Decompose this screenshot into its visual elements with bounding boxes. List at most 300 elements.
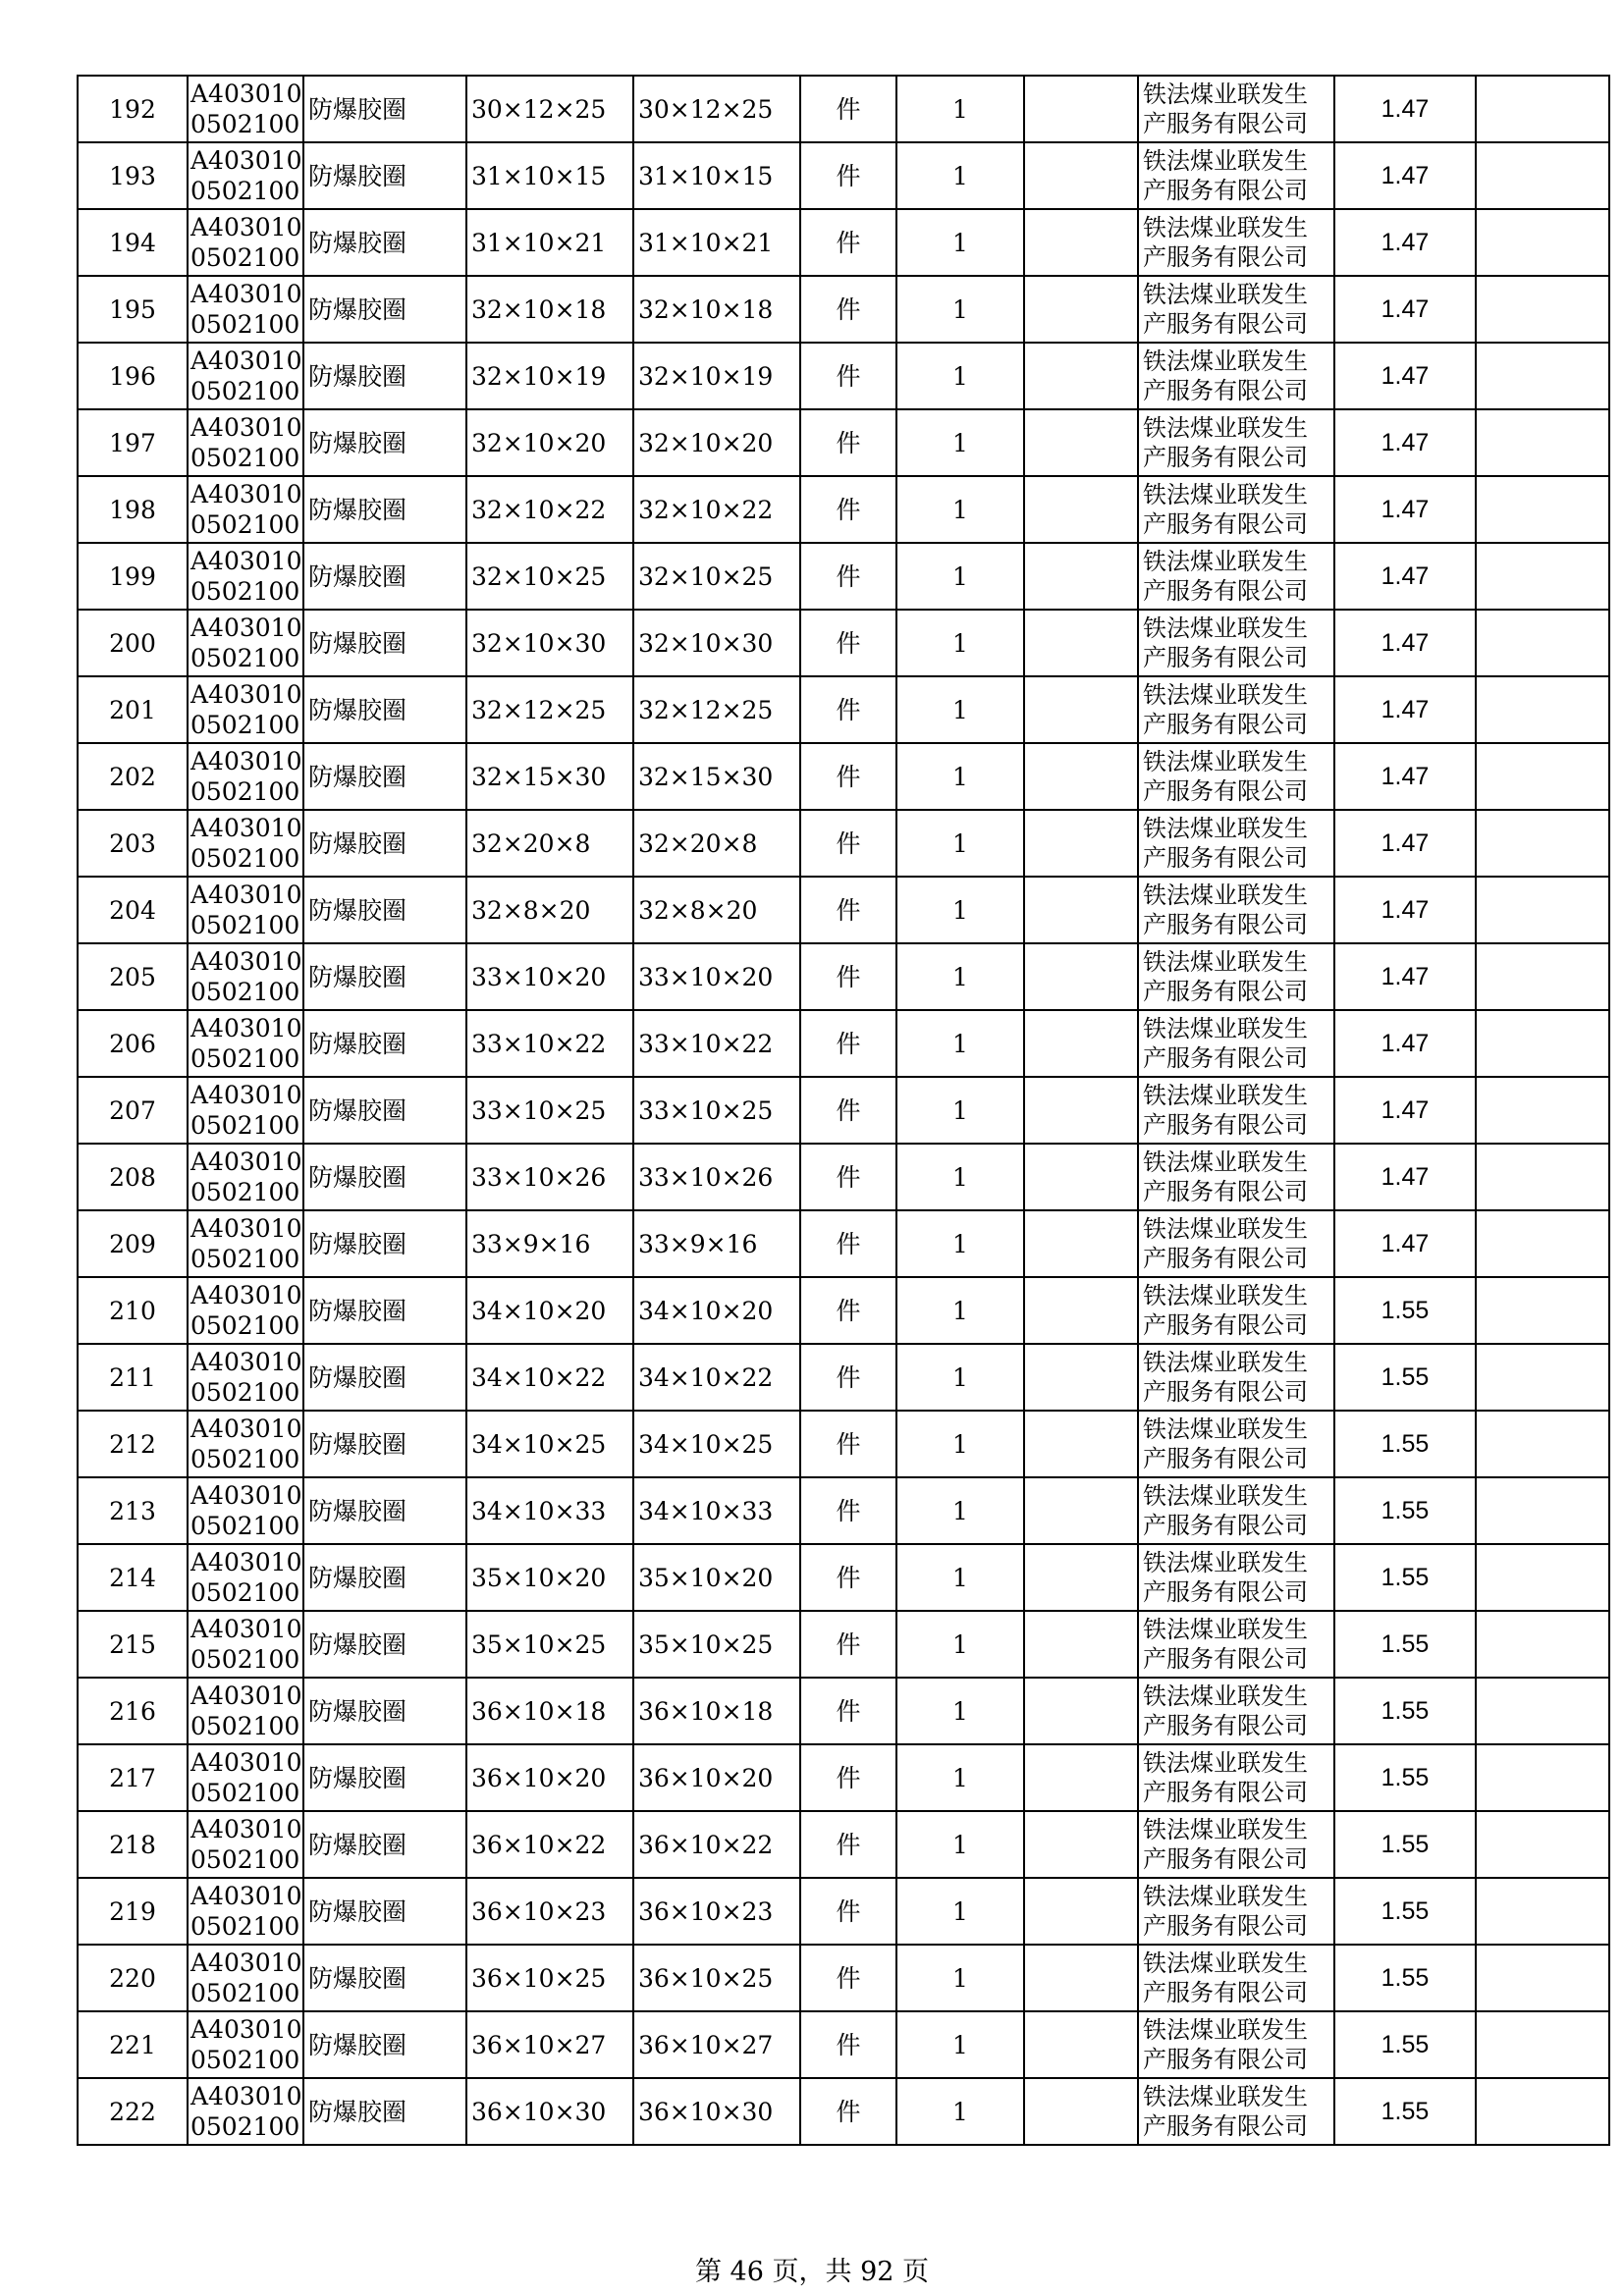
quantity-cell: 1 — [896, 743, 1024, 810]
material-code-cell-line: A403010 — [190, 947, 302, 976]
blank-cell — [1024, 409, 1138, 476]
specification-cell: 36×10×18 — [466, 1678, 633, 1744]
model-cell: 31×10×21 — [633, 209, 800, 276]
material-code-cell-line: 0502100 — [190, 2112, 300, 2141]
quantity-cell: 1 — [896, 2078, 1024, 2145]
supplier-cell-line: 产服务有限公司 — [1143, 1178, 1308, 1205]
material-name-cell: 防爆胶圈 — [303, 610, 466, 676]
model-cell: 33×10×26 — [633, 1144, 800, 1210]
remark-cell — [1476, 1477, 1609, 1544]
model-cell: 36×10×18 — [633, 1678, 800, 1744]
supplier-cell — [1138, 676, 1334, 743]
supplier-cell-line: 铁法煤业联发生 — [1143, 1282, 1308, 1309]
table-row — [78, 1344, 1609, 1411]
row-number-cell: 207 — [78, 1077, 188, 1144]
price-cell: 1.47 — [1334, 610, 1476, 676]
material-code-cell — [188, 877, 303, 943]
material-code-cell-line: 0502100 — [190, 1378, 300, 1407]
price-cell: 1.47 — [1334, 1144, 1476, 1210]
row-number-cell: 202 — [78, 743, 188, 810]
specification-cell: 36×10×23 — [466, 1878, 633, 1945]
row-number-cell: 208 — [78, 1144, 188, 1210]
material-name-cell: 防爆胶圈 — [303, 209, 466, 276]
material-code-cell-line: A403010 — [190, 1481, 302, 1510]
blank-cell — [1024, 343, 1138, 409]
material-code-cell-line: A403010 — [190, 1214, 302, 1243]
unit-cell: 件 — [800, 1878, 896, 1945]
supplier-cell-line: 铁法煤业联发生 — [1143, 1749, 1308, 1777]
material-code-cell — [188, 276, 303, 343]
remark-cell — [1476, 1611, 1609, 1678]
unit-cell: 件 — [800, 810, 896, 877]
model-cell: 32×8×20 — [633, 877, 800, 943]
supplier-cell-line: 铁法煤业联发生 — [1143, 1949, 1308, 1977]
supplier-cell-line: 产服务有限公司 — [1143, 444, 1308, 471]
row-number-cell: 205 — [78, 943, 188, 1010]
supplier-cell — [1138, 743, 1334, 810]
supplier-cell-line: 产服务有限公司 — [1143, 377, 1308, 404]
material-name-cell: 防爆胶圈 — [303, 1544, 466, 1611]
table-row — [78, 1477, 1609, 1544]
table-row — [78, 209, 1609, 276]
supplier-cell-line: 产服务有限公司 — [1143, 1245, 1308, 1272]
row-number-cell: 210 — [78, 1277, 188, 1344]
material-code-cell — [188, 810, 303, 877]
supplier-cell-line: 产服务有限公司 — [1143, 2112, 1308, 2140]
blank-cell — [1024, 142, 1138, 209]
supplier-cell — [1138, 276, 1334, 343]
price-cell: 1.47 — [1334, 276, 1476, 343]
supplier-cell-line: 铁法煤业联发生 — [1143, 1549, 1308, 1576]
material-code-cell — [188, 1477, 303, 1544]
material-code-cell-line: A403010 — [190, 814, 302, 842]
quantity-cell: 1 — [896, 76, 1024, 142]
row-number-cell: 215 — [78, 1611, 188, 1678]
row-number-cell: 218 — [78, 1811, 188, 1878]
model-cell: 36×10×20 — [633, 1744, 800, 1811]
specification-cell: 33×9×16 — [466, 1210, 633, 1277]
supplier-cell — [1138, 877, 1334, 943]
specification-cell: 32×10×19 — [466, 343, 633, 409]
quantity-cell: 1 — [896, 409, 1024, 476]
material-name-cell: 防爆胶圈 — [303, 1277, 466, 1344]
model-cell: 32×10×20 — [633, 409, 800, 476]
quantity-cell: 1 — [896, 1010, 1024, 1077]
blank-cell — [1024, 276, 1138, 343]
material-name-cell: 防爆胶圈 — [303, 2011, 466, 2078]
material-name-cell: 防爆胶圈 — [303, 1611, 466, 1678]
row-number-cell: 200 — [78, 610, 188, 676]
supplier-cell — [1138, 1477, 1334, 1544]
model-cell: 36×10×30 — [633, 2078, 800, 2145]
price-cell: 1.47 — [1334, 810, 1476, 877]
specification-cell: 34×10×22 — [466, 1344, 633, 1411]
row-number-cell: 197 — [78, 409, 188, 476]
material-code-cell-line: A403010 — [190, 1615, 302, 1643]
supplier-cell-line: 铁法煤业联发生 — [1143, 548, 1308, 575]
supplier-cell-line: 产服务有限公司 — [1143, 1779, 1308, 1806]
table-row — [78, 1277, 1609, 1344]
supplier-cell-line: 产服务有限公司 — [1143, 510, 1308, 538]
material-code-cell-line: 0502100 — [190, 1111, 300, 1140]
material-code-cell-line: 0502100 — [190, 1445, 300, 1473]
specification-cell: 35×10×25 — [466, 1611, 633, 1678]
supplier-cell — [1138, 1344, 1334, 1411]
remark-cell — [1476, 1411, 1609, 1477]
unit-cell: 件 — [800, 1210, 896, 1277]
table-row — [78, 409, 1609, 476]
unit-cell: 件 — [800, 1611, 896, 1678]
specification-cell: 32×10×30 — [466, 610, 633, 676]
material-code-cell — [188, 1077, 303, 1144]
specification-cell: 31×10×21 — [466, 209, 633, 276]
supplier-cell-line: 铁法煤业联发生 — [1143, 1215, 1308, 1243]
supplier-cell-line: 铁法煤业联发生 — [1143, 281, 1308, 308]
table-row — [78, 1945, 1609, 2011]
supplier-cell — [1138, 476, 1334, 543]
material-code-cell-line: 0502100 — [190, 1845, 300, 1874]
supplier-cell-line: 产服务有限公司 — [1143, 310, 1308, 338]
supplier-cell — [1138, 1210, 1334, 1277]
material-code-cell-line: A403010 — [190, 480, 302, 508]
unit-cell: 件 — [800, 1144, 896, 1210]
material-code-cell-line: 0502100 — [190, 1912, 300, 1941]
material-code-cell — [188, 1611, 303, 1678]
remark-cell — [1476, 2078, 1609, 2145]
material-code-cell-line: A403010 — [190, 413, 302, 442]
material-code-cell-line: 0502100 — [190, 844, 300, 873]
model-cell: 34×10×33 — [633, 1477, 800, 1544]
supplier-cell — [1138, 409, 1334, 476]
supplier-cell — [1138, 1544, 1334, 1611]
row-number-cell: 213 — [78, 1477, 188, 1544]
material-code-cell — [188, 1144, 303, 1210]
price-cell: 1.47 — [1334, 409, 1476, 476]
specification-cell: 32×10×20 — [466, 409, 633, 476]
supplier-cell — [1138, 943, 1334, 1010]
specification-cell: 33×10×26 — [466, 1144, 633, 1210]
remark-cell — [1476, 2011, 1609, 2078]
material-code-cell — [188, 2011, 303, 2078]
material-code-cell-line: A403010 — [190, 1348, 302, 1376]
supplier-cell-line: 铁法煤业联发生 — [1143, 347, 1308, 375]
price-cell: 1.55 — [1334, 1811, 1476, 1878]
supplier-cell-line: 产服务有限公司 — [1143, 1311, 1308, 1339]
material-code-cell-line: A403010 — [190, 1682, 302, 1710]
model-cell: 32×10×22 — [633, 476, 800, 543]
supplier-cell-line: 产服务有限公司 — [1143, 1578, 1308, 1606]
remark-cell — [1476, 409, 1609, 476]
material-code-cell — [188, 543, 303, 610]
table-row — [78, 1811, 1609, 1878]
model-cell: 30×12×25 — [633, 76, 800, 142]
material-code-cell-line: 0502100 — [190, 1245, 300, 1273]
supplier-cell-line: 铁法煤业联发生 — [1143, 147, 1308, 175]
row-number-cell: 198 — [78, 476, 188, 543]
material-code-cell — [188, 1878, 303, 1945]
supplier-cell-line: 产服务有限公司 — [1143, 1979, 1308, 2006]
price-cell: 1.47 — [1334, 543, 1476, 610]
material-code-cell — [188, 1277, 303, 1344]
table-row — [78, 810, 1609, 877]
material-name-cell: 防爆胶圈 — [303, 1144, 466, 1210]
model-cell: 34×10×22 — [633, 1344, 800, 1411]
remark-cell — [1476, 943, 1609, 1010]
remark-cell — [1476, 1811, 1609, 1878]
material-code-cell-line: A403010 — [190, 680, 302, 709]
row-number-cell: 196 — [78, 343, 188, 409]
specification-cell: 30×12×25 — [466, 76, 633, 142]
row-number-cell: 193 — [78, 142, 188, 209]
specification-cell: 32×8×20 — [466, 877, 633, 943]
unit-cell: 件 — [800, 543, 896, 610]
quantity-cell: 1 — [896, 1678, 1024, 1744]
blank-cell — [1024, 1144, 1138, 1210]
supplier-cell — [1138, 543, 1334, 610]
unit-cell: 件 — [800, 1744, 896, 1811]
remark-cell — [1476, 1344, 1609, 1411]
quantity-cell: 1 — [896, 610, 1024, 676]
material-code-cell — [188, 1344, 303, 1411]
price-table — [77, 75, 1610, 2146]
specification-cell: 34×10×25 — [466, 1411, 633, 1477]
material-code-cell — [188, 676, 303, 743]
table-row — [78, 1878, 1609, 1945]
price-cell: 1.47 — [1334, 877, 1476, 943]
quantity-cell: 1 — [896, 2011, 1024, 2078]
table-row — [78, 1611, 1609, 1678]
material-code-cell-line: 0502100 — [190, 177, 300, 205]
supplier-cell-line: 铁法煤业联发生 — [1143, 681, 1308, 709]
supplier-cell-line: 产服务有限公司 — [1143, 1845, 1308, 1873]
material-code-cell-line: A403010 — [190, 614, 302, 642]
supplier-cell-line: 产服务有限公司 — [1143, 1378, 1308, 1406]
material-code-cell — [188, 1678, 303, 1744]
price-cell: 1.55 — [1334, 1344, 1476, 1411]
price-cell: 1.55 — [1334, 1611, 1476, 1678]
material-code-cell-line: 0502100 — [190, 911, 300, 939]
remark-cell — [1476, 543, 1609, 610]
model-cell: 34×10×20 — [633, 1277, 800, 1344]
material-name-cell: 防爆胶圈 — [303, 1811, 466, 1878]
specification-cell: 35×10×20 — [466, 1544, 633, 1611]
material-code-cell-line: A403010 — [190, 1281, 302, 1309]
material-code-cell-line: A403010 — [190, 2015, 302, 2044]
row-number-cell: 219 — [78, 1878, 188, 1945]
blank-cell — [1024, 476, 1138, 543]
remark-cell — [1476, 1744, 1609, 1811]
remark-cell — [1476, 1878, 1609, 1945]
material-code-cell-line: 0502100 — [190, 978, 300, 1006]
supplier-cell-line: 产服务有限公司 — [1143, 644, 1308, 671]
remark-cell — [1476, 1077, 1609, 1144]
supplier-cell-line: 铁法煤业联发生 — [1143, 1482, 1308, 1510]
model-cell: 33×10×20 — [633, 943, 800, 1010]
table-row — [78, 1077, 1609, 1144]
material-code-cell-line: 0502100 — [190, 1779, 300, 1807]
supplier-cell-line: 铁法煤业联发生 — [1143, 2083, 1308, 2110]
row-number-cell: 221 — [78, 2011, 188, 2078]
table-row — [78, 543, 1609, 610]
model-cell: 36×10×22 — [633, 1811, 800, 1878]
material-code-cell-line: 0502100 — [190, 1178, 300, 1206]
remark-cell — [1476, 610, 1609, 676]
material-code-cell-line: 0502100 — [190, 777, 300, 806]
supplier-cell-line: 铁法煤业联发生 — [1143, 1616, 1308, 1643]
supplier-cell-line: 产服务有限公司 — [1143, 177, 1308, 204]
quantity-cell: 1 — [896, 1344, 1024, 1411]
price-cell: 1.47 — [1334, 1210, 1476, 1277]
row-number-cell: 212 — [78, 1411, 188, 1477]
unit-cell: 件 — [800, 343, 896, 409]
material-code-cell — [188, 209, 303, 276]
blank-cell — [1024, 877, 1138, 943]
unit-cell: 件 — [800, 1277, 896, 1344]
quantity-cell: 1 — [896, 1544, 1024, 1611]
remark-cell — [1476, 1210, 1609, 1277]
blank-cell — [1024, 1010, 1138, 1077]
supplier-cell — [1138, 1077, 1334, 1144]
specification-cell: 32×20×8 — [466, 810, 633, 877]
material-code-cell-line: 0502100 — [190, 1645, 300, 1674]
supplier-cell-line: 产服务有限公司 — [1143, 978, 1308, 1005]
material-code-cell-line: 0502100 — [190, 711, 300, 739]
quantity-cell: 1 — [896, 877, 1024, 943]
blank-cell — [1024, 543, 1138, 610]
blank-cell — [1024, 1210, 1138, 1277]
supplier-cell — [1138, 1144, 1334, 1210]
unit-cell: 件 — [800, 1010, 896, 1077]
material-code-cell-line: A403010 — [190, 1815, 302, 1843]
model-cell: 32×10×19 — [633, 343, 800, 409]
specification-cell: 32×15×30 — [466, 743, 633, 810]
supplier-cell-line: 产服务有限公司 — [1143, 844, 1308, 872]
unit-cell: 件 — [800, 676, 896, 743]
supplier-cell-line: 产服务有限公司 — [1143, 1712, 1308, 1739]
material-code-cell-line: A403010 — [190, 347, 302, 375]
supplier-cell — [1138, 1744, 1334, 1811]
row-number-cell: 216 — [78, 1678, 188, 1744]
price-cell: 1.55 — [1334, 1744, 1476, 1811]
remark-cell — [1476, 676, 1609, 743]
material-code-cell-line: 0502100 — [190, 1044, 300, 1073]
price-cell: 1.55 — [1334, 1411, 1476, 1477]
material-code-cell — [188, 409, 303, 476]
supplier-cell-line: 铁法煤业联发生 — [1143, 815, 1308, 842]
remark-cell — [1476, 209, 1609, 276]
unit-cell: 件 — [800, 142, 896, 209]
quantity-cell: 1 — [896, 343, 1024, 409]
quantity-cell: 1 — [896, 1878, 1024, 1945]
material-name-cell: 防爆胶圈 — [303, 810, 466, 877]
table-row — [78, 943, 1609, 1010]
material-code-cell — [188, 1210, 303, 1277]
table-row — [78, 1210, 1609, 1277]
unit-cell: 件 — [800, 743, 896, 810]
material-code-cell-line: A403010 — [190, 146, 302, 175]
material-name-cell: 防爆胶圈 — [303, 276, 466, 343]
row-number-cell: 211 — [78, 1344, 188, 1411]
price-cell: 1.47 — [1334, 743, 1476, 810]
material-code-cell-line: A403010 — [190, 547, 302, 575]
quantity-cell: 1 — [896, 1811, 1024, 1878]
material-name-cell: 防爆胶圈 — [303, 543, 466, 610]
row-number-cell: 214 — [78, 1544, 188, 1611]
material-code-cell-line: 0502100 — [190, 1311, 300, 1340]
remark-cell — [1476, 810, 1609, 877]
price-cell: 1.47 — [1334, 1077, 1476, 1144]
material-code-cell-line: 0502100 — [190, 377, 300, 405]
material-code-cell-line: 0502100 — [190, 444, 300, 472]
quantity-cell: 1 — [896, 142, 1024, 209]
unit-cell: 件 — [800, 1678, 896, 1744]
supplier-cell-line: 产服务有限公司 — [1143, 243, 1308, 271]
table-row — [78, 476, 1609, 543]
supplier-cell-line: 产服务有限公司 — [1143, 711, 1308, 738]
supplier-cell — [1138, 1010, 1334, 1077]
blank-cell — [1024, 2011, 1138, 2078]
remark-cell — [1476, 76, 1609, 142]
specification-cell: 36×10×25 — [466, 1945, 633, 2011]
material-name-cell: 防爆胶圈 — [303, 1344, 466, 1411]
price-cell: 1.47 — [1334, 1010, 1476, 1077]
unit-cell: 件 — [800, 2078, 896, 2145]
price-cell: 1.55 — [1334, 1277, 1476, 1344]
supplier-cell-line: 产服务有限公司 — [1143, 110, 1308, 137]
supplier-cell-line: 铁法煤业联发生 — [1143, 1816, 1308, 1843]
quantity-cell: 1 — [896, 943, 1024, 1010]
specification-cell: 32×10×22 — [466, 476, 633, 543]
supplier-cell — [1138, 1945, 1334, 2011]
material-code-cell — [188, 76, 303, 142]
blank-cell — [1024, 1077, 1138, 1144]
material-name-cell: 防爆胶圈 — [303, 1411, 466, 1477]
unit-cell: 件 — [800, 1811, 896, 1878]
supplier-cell-line: 铁法煤业联发生 — [1143, 948, 1308, 976]
table-row — [78, 676, 1609, 743]
row-number-cell: 192 — [78, 76, 188, 142]
material-code-cell-line: 0502100 — [190, 577, 300, 606]
price-cell: 1.55 — [1334, 1945, 1476, 2011]
material-code-cell-line: A403010 — [190, 1882, 302, 1910]
material-name-cell: 防爆胶圈 — [303, 409, 466, 476]
page-footer: 第 46 页，共 92 页 — [694, 2257, 930, 2287]
supplier-cell-line: 铁法煤业联发生 — [1143, 1082, 1308, 1109]
row-number-cell: 203 — [78, 810, 188, 877]
material-name-cell: 防爆胶圈 — [303, 1878, 466, 1945]
supplier-cell — [1138, 142, 1334, 209]
remark-cell — [1476, 142, 1609, 209]
specification-cell: 32×10×18 — [466, 276, 633, 343]
material-name-cell: 防爆胶圈 — [303, 943, 466, 1010]
quantity-cell: 1 — [896, 1744, 1024, 1811]
row-number-cell: 195 — [78, 276, 188, 343]
material-code-cell — [188, 343, 303, 409]
model-cell: 36×10×25 — [633, 1945, 800, 2011]
material-code-cell-line: A403010 — [190, 881, 302, 909]
material-code-cell-line: 0502100 — [190, 510, 300, 539]
quantity-cell: 1 — [896, 543, 1024, 610]
row-number-cell: 217 — [78, 1744, 188, 1811]
material-code-cell-line: A403010 — [190, 280, 302, 308]
material-name-cell: 防爆胶圈 — [303, 1744, 466, 1811]
supplier-cell-line: 铁法煤业联发生 — [1143, 1349, 1308, 1376]
supplier-cell-line: 产服务有限公司 — [1143, 577, 1308, 605]
table-row — [78, 877, 1609, 943]
model-cell: 36×10×27 — [633, 2011, 800, 2078]
supplier-cell-line: 铁法煤业联发生 — [1143, 214, 1308, 241]
supplier-cell-line: 产服务有限公司 — [1143, 1445, 1308, 1472]
